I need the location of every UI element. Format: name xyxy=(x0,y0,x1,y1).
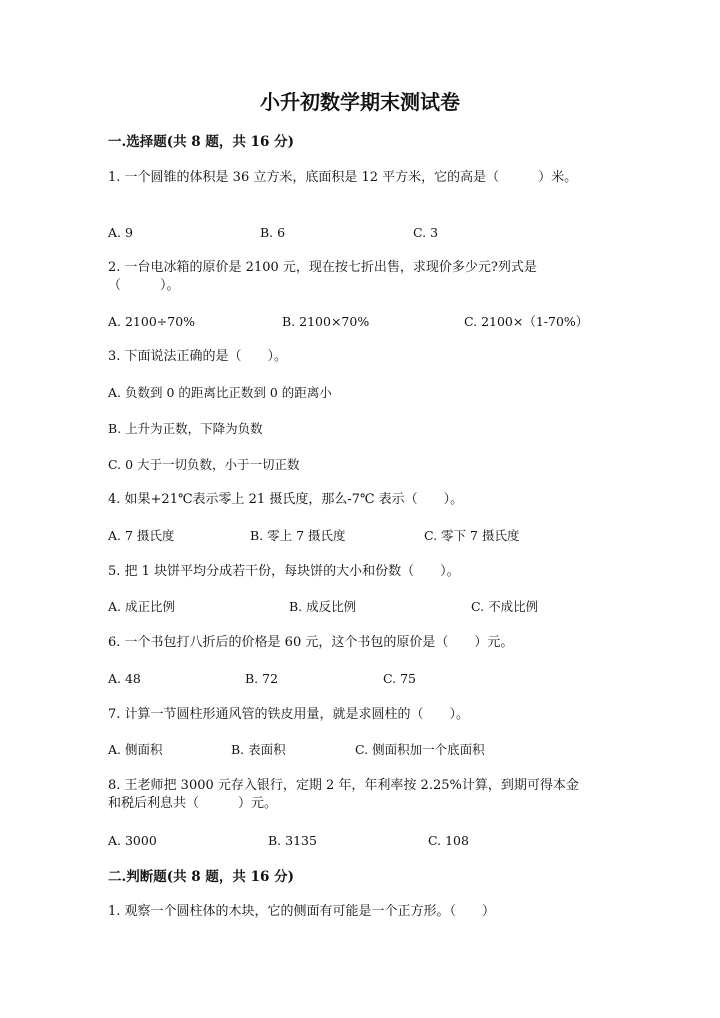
option-b: B. 表面积 xyxy=(231,742,286,757)
option-b: B. 零上 7 摄氏度 xyxy=(250,528,346,543)
option-a: A. 负数到 0 的距离比正数到 0 的距离小 xyxy=(108,385,332,400)
question-stem: 5. 把 1 块饼平均分成若干份，每块饼的大小和份数（ ）。 xyxy=(108,564,460,579)
option-b: B. 3135 xyxy=(268,833,317,848)
option-a: A. 48 xyxy=(108,671,141,686)
option-b: B. 2100×70% xyxy=(282,314,370,329)
option-b: B. 成反比例 xyxy=(289,599,357,614)
question-stem: 3. 下面说法正确的是（ ）。 xyxy=(108,349,288,364)
question-stem: 7. 计算一节圆柱形通风管的铁皮用量，就是求圆柱的（ ）。 xyxy=(108,707,470,722)
option-c: C. 75 xyxy=(383,671,416,686)
option-b: B. 72 xyxy=(245,671,279,686)
option-c: C. 3 xyxy=(413,225,439,240)
option-c: C. 2100×（1-70%） xyxy=(464,314,589,329)
question-stem: 6. 一个书包打八折后的价格是 60 元，这个书包的原价是（ ）元。 xyxy=(108,635,514,650)
option-b: B. 上升为正数，下降为负数 xyxy=(108,421,263,436)
option-c: C. 侧面积加一个底面积 xyxy=(355,742,485,757)
question-stem-continued: 和税后利息共（ ）元。 xyxy=(108,796,278,811)
question-stem: 1. 观察一个圆柱体的木块，它的侧面有可能是一个正方形。（ ） xyxy=(108,904,496,919)
question-stem: 2. 一台电冰箱的原价是 2100 元，现在按七折出售，求现价多少元?列式是 xyxy=(108,260,537,275)
option-c: C. 108 xyxy=(428,833,469,848)
question-stem: 8. 王老师把 3000 元存入银行，定期 2 年，年利率按 2.25%计算，到期可得本金 xyxy=(108,778,579,793)
option-b: B. 6 xyxy=(260,225,286,240)
section-heading-judgment: 二.判断题(共 8 题，共 16 分) xyxy=(108,869,294,885)
question-stem-continued: （ ）。 xyxy=(108,278,180,293)
question-stem: 1. 一个圆锥的体积是 36 立方米，底面积是 12 平方米，它的高是（ ）米。 xyxy=(108,170,578,185)
page-title: 小升初数学期末测试卷 xyxy=(260,90,460,114)
option-a: A. 2100÷70% xyxy=(108,314,196,329)
option-a: A. 9 xyxy=(108,225,133,240)
option-a: A. 3000 xyxy=(108,833,157,848)
option-c: C. 不成比例 xyxy=(471,599,539,614)
option-c: C. 零下 7 摄氏度 xyxy=(424,528,520,543)
question-stem: 4. 如果+21℃表示零上 21 摄氏度，那么-7℃ 表示（ ）。 xyxy=(108,492,464,507)
option-c: C. 0 大于一切负数，小于一切正数 xyxy=(108,457,300,472)
option-a: A. 侧面积 xyxy=(108,742,163,757)
option-a: A. 7 摄氏度 xyxy=(108,528,175,543)
option-a: A. 成正比例 xyxy=(108,599,175,614)
section-heading-choice: 一.选择题(共 8 题，共 16 分) xyxy=(108,134,294,150)
